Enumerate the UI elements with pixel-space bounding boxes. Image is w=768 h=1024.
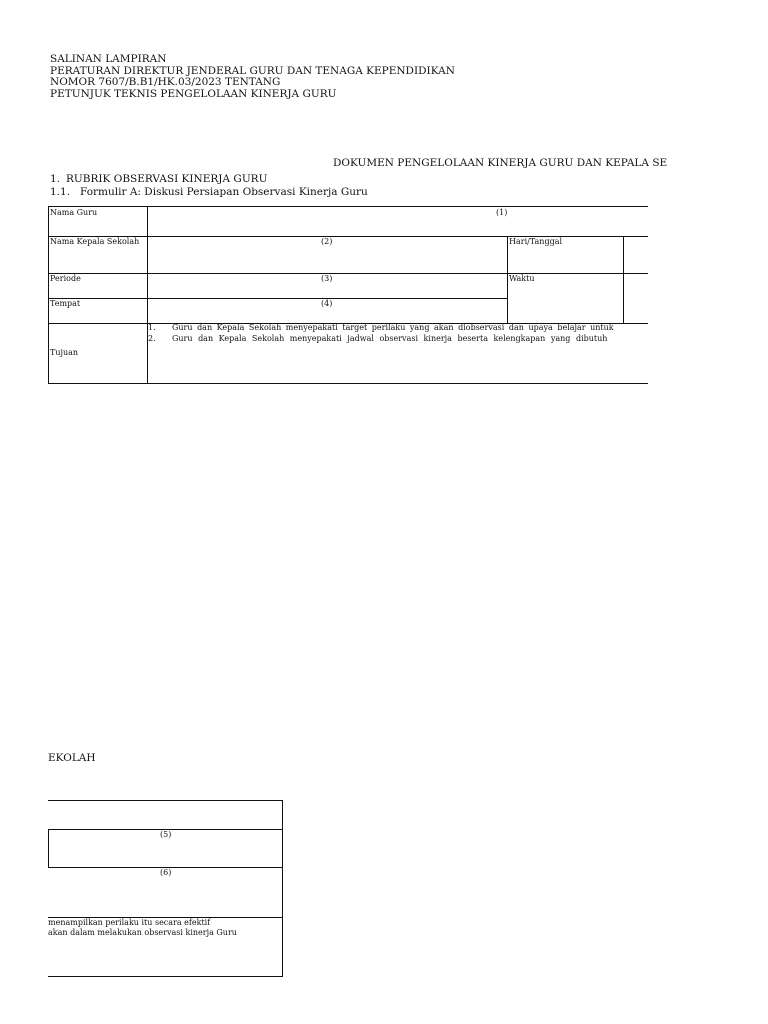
tujuan-item-2-tail: akan dalam melakukan observasi kinerja Guru: [48, 928, 237, 937]
section-title: RUBRIK OBSERVASI KINERJA GURU: [66, 173, 268, 185]
waktu-field[interactable]: (6): [160, 868, 172, 877]
tujuan-item-1-text: Guru dan Kepala Sekolah menyepakati target perilaku yang akan diobservasi dan upaya belajar untuk: [172, 323, 614, 332]
nama-kepala-label: Nama Kepala Sekolah: [50, 237, 140, 246]
subsection-title: Formulir A: Diskusi Persiapan Observasi Kinerja Guru: [80, 186, 368, 198]
col-line: [507, 236, 508, 324]
hari-tanggal-field[interactable]: (5): [160, 830, 172, 839]
form-table: [0, 200, 624, 390]
continuation-table: [0, 795, 290, 985]
section-number: 1.: [50, 173, 61, 185]
nama-guru-label: Nama Guru: [50, 208, 98, 217]
col-line: [623, 236, 624, 324]
document-title-wrap: [300, 156, 668, 170]
col-line: [48, 829, 49, 867]
continuation-title-tail: EKOLAH: [48, 752, 96, 764]
tujuan-item-1-tail: menampilkan perilaku itu secara efektif: [48, 918, 211, 927]
row-line: [48, 206, 648, 207]
col-line: [48, 206, 49, 384]
row-line: [48, 273, 648, 274]
col-line: [147, 206, 148, 384]
nama-guru-field[interactable]: (1): [496, 208, 508, 217]
row-line: [48, 383, 648, 384]
header-line-1: SALINAN LAMPIRAN: [50, 53, 167, 65]
tujuan-item-2-text: Guru dan Kepala Sekolah menyepakati jadwal observasi kinerja beserta kelengkapan yang dibutuh: [172, 334, 608, 343]
header-line-4: PETUNJUK TEKNIS PENGELOLAAN KINERJA GURU: [50, 88, 337, 100]
tempat-label: Tempat: [50, 299, 81, 308]
col-line: [282, 800, 283, 977]
waktu-label: Waktu: [509, 274, 535, 283]
periode-field[interactable]: (3): [321, 274, 333, 283]
subsection-number: 1.1.: [50, 186, 71, 198]
header-line-3: NOMOR 7607/B.B1/HK.03/2023 TENTANG: [50, 76, 281, 88]
row-line: [48, 800, 283, 801]
document-title: DOKUMEN PENGELOLAAN KINERJA GURU DAN KEPALA SE: [333, 157, 668, 169]
tujuan-label: Tujuan: [50, 348, 79, 357]
row-line: [48, 976, 283, 977]
hari-tanggal-label: Hari/Tanggal: [509, 237, 563, 246]
periode-label: Periode: [50, 274, 81, 283]
header-line-2: PERATURAN DIREKTUR JENDERAL GURU DAN TENAGA KEPENDIDIKAN: [50, 65, 455, 77]
tujuan-item-1-num: 1.: [148, 323, 156, 332]
nama-kepala-field[interactable]: (2): [321, 237, 333, 246]
row-line: [48, 298, 508, 299]
tujuan-item-2-num: 2.: [148, 334, 156, 343]
tempat-field[interactable]: (4): [321, 299, 333, 308]
